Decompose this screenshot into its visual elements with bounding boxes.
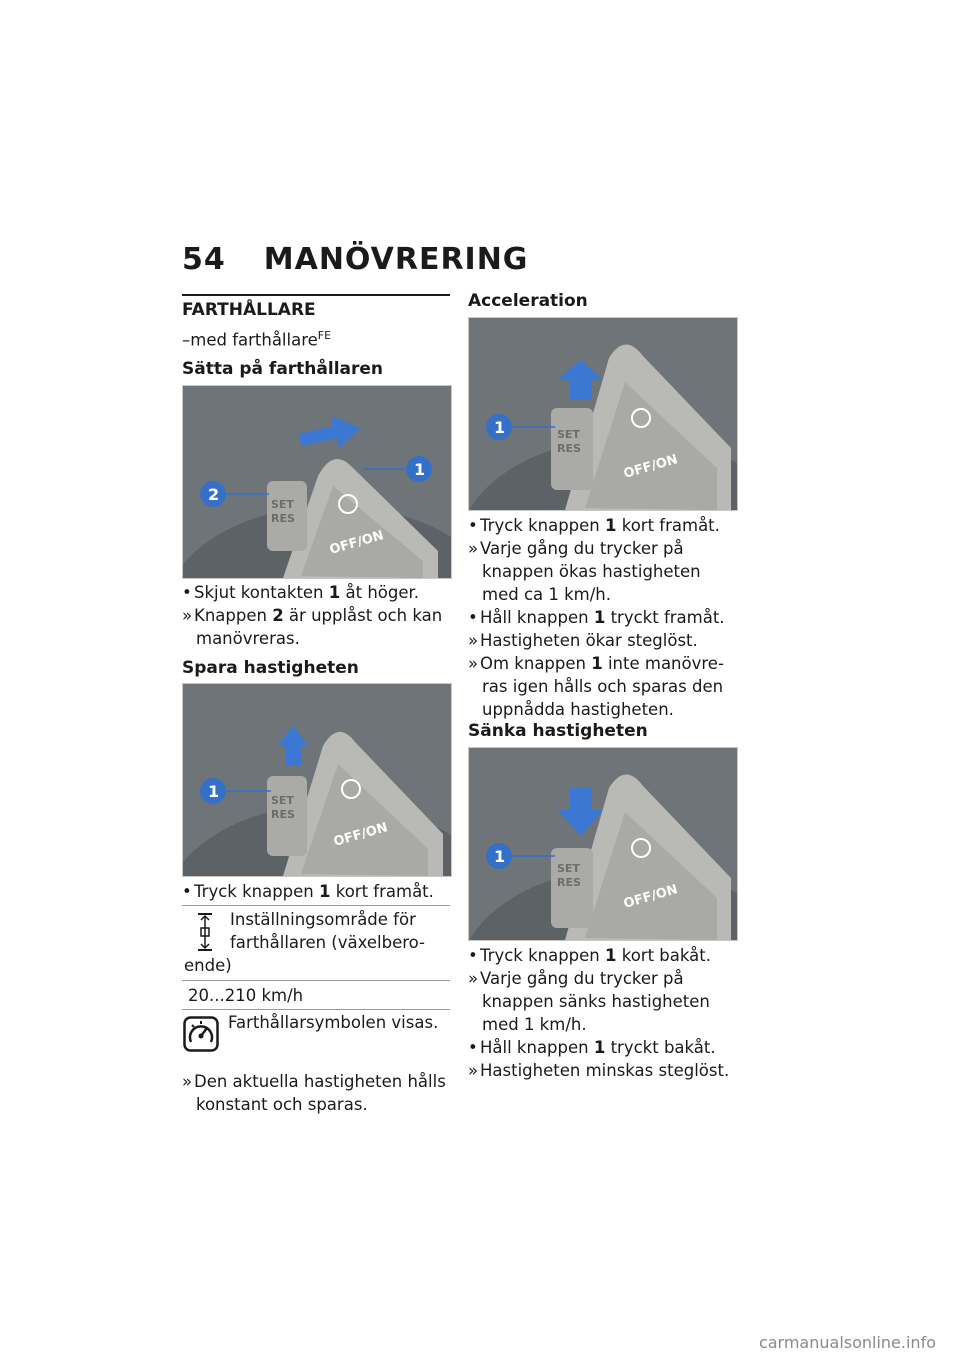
bullet-text: manövreras. xyxy=(196,629,300,648)
fig1-offon-label: OFF/ON xyxy=(327,528,386,558)
bullet-text: kort framåt. xyxy=(616,516,720,535)
figure-switch-on-svg xyxy=(183,386,451,578)
button-ref-number: 1 xyxy=(319,882,331,901)
s1-bullets xyxy=(182,581,452,650)
bullet-marker: • xyxy=(182,882,192,901)
table-value-cell: 20...210 km/h xyxy=(182,980,450,1009)
bullet-text: kort framåt. xyxy=(330,882,434,901)
bullet-line xyxy=(182,1070,452,1093)
subsection-title-s3: Acceleration xyxy=(468,291,588,311)
bullet-line xyxy=(468,698,748,721)
bullet-line xyxy=(468,583,748,606)
bullet-text: uppnådda hastigheten. xyxy=(482,700,674,719)
button-ref-number: 1 xyxy=(593,608,606,627)
s2-bullets-2 xyxy=(182,1070,452,1116)
bullet-text: tryckt bakåt. xyxy=(605,1038,716,1057)
bullet-text: med 1 km/h. xyxy=(482,1015,587,1034)
fig3-set-label: SET xyxy=(557,428,580,441)
bullet-text: inte manövre- xyxy=(602,654,724,673)
bullet-text: Tryck knappen xyxy=(480,946,605,965)
bullet-line xyxy=(468,537,748,560)
bullet-marker: » xyxy=(468,969,479,988)
bullet-line xyxy=(468,1036,748,1059)
fig1-callout-1: 1 xyxy=(414,460,426,479)
fig2-offon-label: OFF/ON xyxy=(331,820,390,850)
bullet-marker: » xyxy=(182,1072,193,1091)
table-label-line-1: Inställningsområde för xyxy=(230,910,416,929)
subsection-title-s1: Sätta på farthållaren xyxy=(182,359,384,379)
bullet-marker: • xyxy=(468,608,478,627)
bullet-text: kort bakåt. xyxy=(616,946,711,965)
bullet-line xyxy=(182,880,452,903)
bullet-text: Knappen xyxy=(194,606,273,625)
bullet-line xyxy=(468,967,748,990)
figure-save-speed xyxy=(182,683,452,877)
figure-accelerate xyxy=(468,317,738,511)
variant-note xyxy=(182,324,331,352)
fig3-callout-1: 1 xyxy=(494,418,506,437)
bullet-text: är upplåst och kan xyxy=(283,606,443,625)
bullet-line xyxy=(468,944,748,967)
figure-save-speed-svg xyxy=(183,684,451,876)
page-header xyxy=(182,242,528,277)
figure-decelerate xyxy=(468,747,738,941)
bullet-marker: • xyxy=(468,516,478,535)
bullet-text: Håll knappen xyxy=(480,608,594,627)
bullet-text: knappen sänks hastigheten xyxy=(482,992,710,1011)
figure-decelerate-svg xyxy=(469,748,737,940)
bullet-marker: » xyxy=(468,654,479,673)
bullet-text: ras igen hålls och sparas den xyxy=(482,677,724,696)
variant-text: –med farthållare xyxy=(182,330,318,350)
fig2-res-label: RES xyxy=(271,808,295,821)
fig4-res-label: RES xyxy=(557,876,581,889)
bullet-text: Om knappen xyxy=(480,654,592,673)
s4-bullets xyxy=(468,944,748,1082)
button-ref-number: 1 xyxy=(605,946,617,965)
bullet-marker: » xyxy=(182,606,193,625)
bullet-text: Varje gång du trycker på xyxy=(480,969,684,988)
bullet-text: Håll knappen xyxy=(480,1038,594,1057)
fig2-set-label: SET xyxy=(271,794,294,807)
bullet-text: tryckt framåt. xyxy=(605,608,725,627)
bullet-text: Hastigheten minskas steglöst. xyxy=(480,1061,730,1080)
table-label-line-2: farthållaren (växelbero- xyxy=(230,933,426,952)
bullet-text: Varje gång du trycker på xyxy=(480,539,684,558)
bullet-line xyxy=(468,560,748,583)
button-ref-number: 1 xyxy=(328,583,341,602)
bullet-line xyxy=(468,514,748,537)
bullet-text: Hastigheten ökar steglöst. xyxy=(480,631,698,650)
bullet-text: Tryck knappen xyxy=(194,882,319,901)
subsection-title-s2: Spara hastigheten xyxy=(182,658,359,678)
cruise-control-symbol-icon xyxy=(183,1016,219,1052)
footer-watermark: carmanualsonline.info xyxy=(758,1333,936,1352)
bullet-line xyxy=(182,604,452,627)
s2-bullets xyxy=(182,880,452,903)
bullet-text: knappen ökas hastigheten xyxy=(482,562,701,581)
fig4-offon-label: OFF/ON xyxy=(621,882,680,912)
s3-bullets xyxy=(468,514,748,721)
bullet-line xyxy=(468,990,748,1013)
bullet-text: Den aktuella hastigheten hålls xyxy=(194,1072,446,1091)
bullet-marker: » xyxy=(468,631,479,650)
bullet-marker: • xyxy=(468,1038,478,1057)
bullet-line xyxy=(182,581,452,604)
symbol-text: Farthållarsymbolen visas. xyxy=(228,1013,439,1032)
bullet-text: Tryck knappen xyxy=(480,516,605,535)
table-label-line-3: ende) xyxy=(184,956,232,975)
figure-accelerate-svg xyxy=(469,318,737,510)
button-ref-number: 1 xyxy=(591,654,603,673)
button-ref-number: 1 xyxy=(593,1038,606,1057)
section-title: FARTHÅLLARE xyxy=(182,300,316,320)
bullet-line xyxy=(468,675,748,698)
fig4-callout-1: 1 xyxy=(494,847,506,866)
bullet-line xyxy=(468,1013,748,1036)
bullet-line xyxy=(468,629,748,652)
bullet-marker: » xyxy=(468,1061,479,1080)
fig3-res-label: RES xyxy=(557,442,581,455)
bullet-line xyxy=(468,606,748,629)
chapter-title: MANÖVRERING xyxy=(263,242,529,277)
button-ref-number: 2 xyxy=(272,606,284,625)
section-rule xyxy=(182,294,450,296)
bullet-marker: » xyxy=(468,539,479,558)
settings-range-table xyxy=(182,905,450,1010)
bullet-text: åt höger. xyxy=(340,583,420,602)
range-icon xyxy=(196,912,214,952)
bullet-line xyxy=(182,627,452,650)
bullet-marker: • xyxy=(182,583,192,602)
variant-sup: FE xyxy=(317,329,332,342)
figure-switch-on xyxy=(182,385,452,579)
fig2-callout-1: 1 xyxy=(208,782,220,801)
page-number: 54 xyxy=(182,242,226,277)
bullet-line xyxy=(468,1059,748,1082)
bullet-line xyxy=(182,1093,452,1116)
fig4-set-label: SET xyxy=(557,862,580,875)
bullet-text: Skjut kontakten xyxy=(194,583,329,602)
bullet-text: med ca 1 km/h. xyxy=(482,585,612,604)
subsection-title-s4: Sänka hastigheten xyxy=(468,721,648,741)
fig1-set-label: SET xyxy=(271,498,294,511)
bullet-line xyxy=(468,652,748,675)
fig3-offon-label: OFF/ON xyxy=(621,452,680,482)
fig1-res-label: RES xyxy=(271,512,295,525)
table-label-cell xyxy=(182,906,450,980)
bullet-text: konstant och sparas. xyxy=(196,1095,368,1114)
fig1-callout-2: 2 xyxy=(208,485,220,504)
bullet-marker: • xyxy=(468,946,478,965)
button-ref-number: 1 xyxy=(605,516,617,535)
